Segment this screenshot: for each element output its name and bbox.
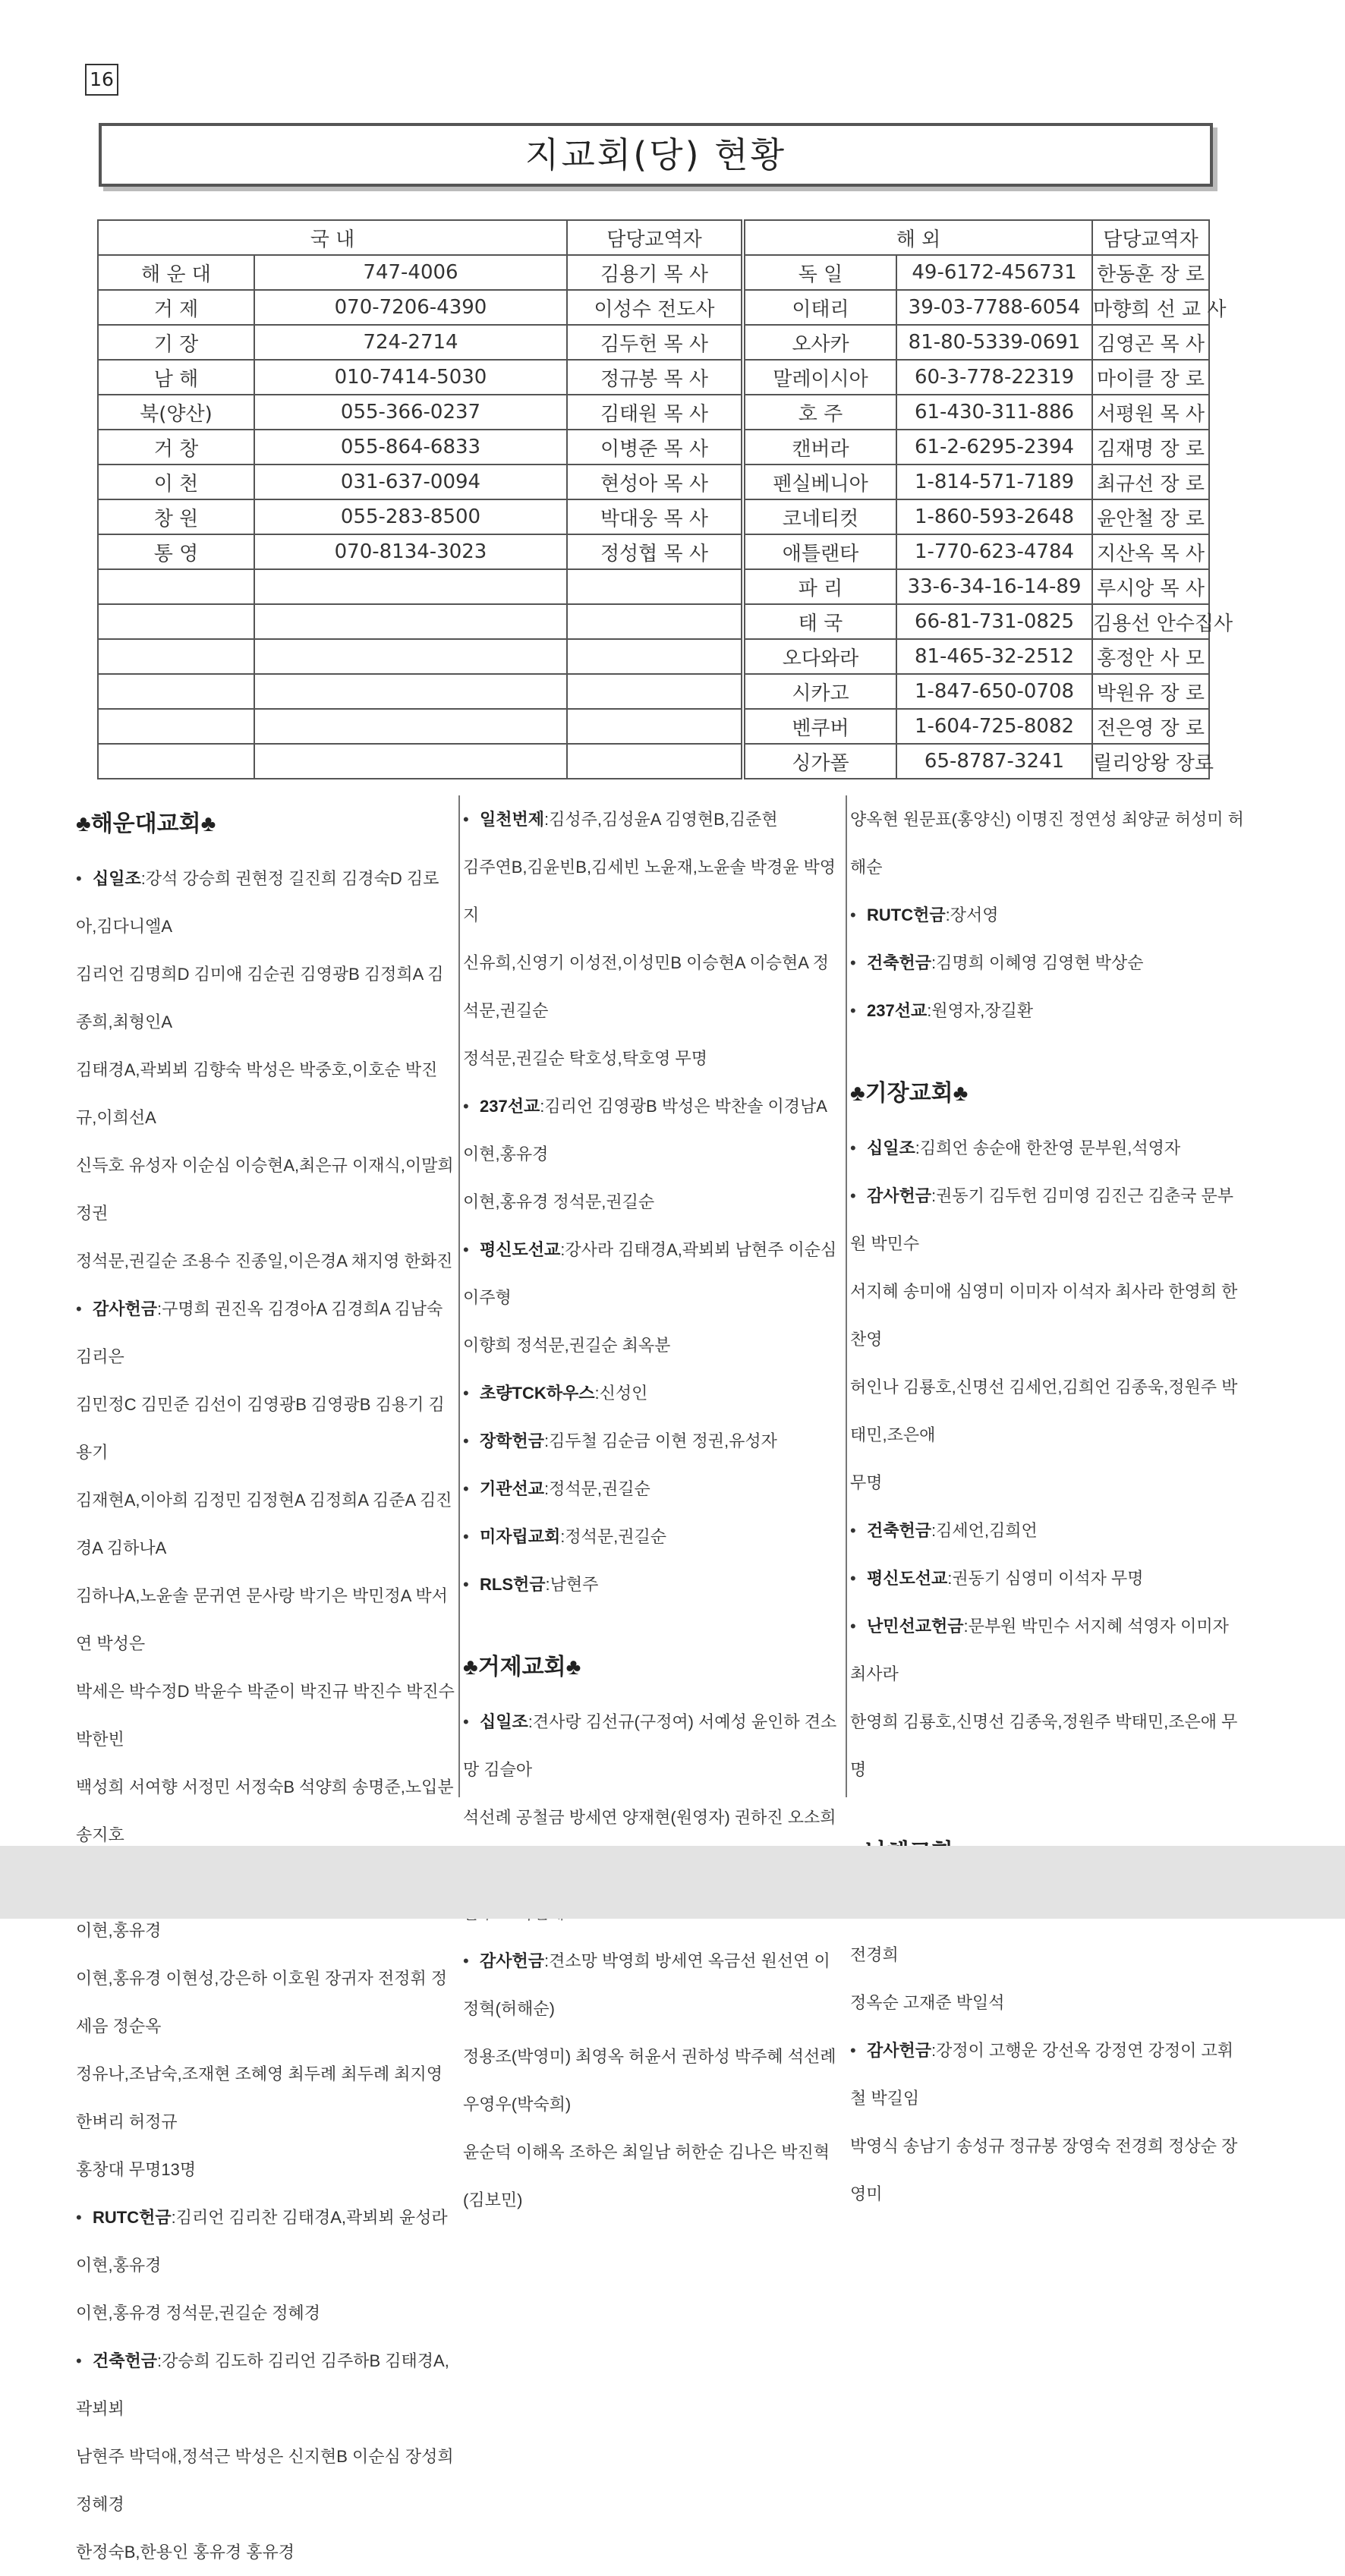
table-header-row (98, 220, 1209, 255)
domestic-phone-cell: 055-283-8500 (254, 499, 567, 534)
offering-section: • 난민선교헌금:문부원 박민수 서지혜 석영자 이미자 최사라 한영희 김룡호,신명선 김종욱,정원주 박태민,조은애 무명 (850, 1602, 1245, 1793)
offering-label: 십일조 (93, 869, 141, 888)
offering-line: 정용조(박영미) 최영옥 허윤서 권하성 박주혜 석선례 우영우(박숙희) (463, 2047, 836, 2114)
table-row (98, 395, 1209, 430)
offering-label: RUTC헌금 (93, 2208, 172, 2227)
overseas-pastor-cell: 전은영 장 로 (1092, 709, 1209, 744)
header-pastor-overseas: 담당교역자 (1092, 220, 1209, 255)
overseas-pastor-cell: 서평원 목 사 (1092, 395, 1209, 430)
offering-line: 김두철 김순금 이현 정권,유성자 (549, 1431, 777, 1450)
offering-line: 이현,홍유경 정석문,권길순 정혜경 (76, 2304, 320, 2322)
offering-section: • 건축헌금:김명희 이혜영 김영현 박상순 (850, 953, 1144, 972)
offering-section: • 감사헌금:구명희 권진옥 김경아A 김경희A 김남숙 김리은 김민정C 김민준 김선이 김영광B 김영광B 김용기 김용기 김재현A,이아희 김정민 김정현A 김정희A 김준A 김진경A 김하나A 김하나A,노윤솔 문귀연 문사랑 박기은 박민정A 박서연 박성은 박세은 박수정D 박윤수 박준이 박진규 박진수 박진수 박한빈 백성희 서여향 서정민 서정숙B 석양희 송명준,노입분 송지호 이현,홍유경 이현,홍유경 이현성,강은하 이호원 장귀자 전정휘 정세음 정순옥 정유나,조남숙,조재현 조혜영 최두례 최두례 최지영 한벼리 허정규 홍창대 무명13명 (76, 1285, 455, 2193)
table-row (98, 360, 1209, 395)
offering-line: 정유나,조남숙,조재현 조혜영 최두례 최두례 최지영 한벼리 허정규 (76, 2064, 443, 2131)
domestic-region-cell (98, 744, 254, 779)
overseas-phone-cell: 33-6-34-16-14-89 (896, 569, 1092, 604)
overseas-phone-cell: 60-3-778-22319 (896, 360, 1092, 395)
offering-line: 석선례 공철금 방세연 양재현(원영자) 권하진 오소희 (463, 1808, 836, 1827)
offering-line: 김세언,김희언 (936, 1521, 1038, 1540)
offering-section: • 기관선교:정석문,권길순 (463, 1479, 650, 1498)
offering-section: • 237선교:원영자,장길환 (850, 1001, 1033, 1020)
overseas-region-cell: 이태리 (743, 290, 896, 325)
offering-section: • RLS헌금:남현주 (463, 1575, 599, 1594)
overseas-region-cell: 독 일 (743, 255, 896, 290)
offering-line: 김명희 이혜영 김영현 박상순 (936, 953, 1144, 972)
domestic-region-cell (98, 709, 254, 744)
offering-line: 김리언 김명희D 김미애 김순권 김영광B 김정희A 김종희,최형인A (76, 965, 444, 1031)
domestic-pastor-cell: 박대웅 목 사 (567, 499, 743, 534)
offering-label: 237선교 (867, 1001, 928, 1020)
offering-label: RLS헌금 (480, 1575, 546, 1594)
overseas-pastor-cell: 김재명 장 로 (1092, 430, 1209, 464)
domestic-region-cell: 기 장 (98, 325, 254, 360)
domestic-phone-cell: 070-7206-4390 (254, 290, 567, 325)
overseas-region-cell: 애틀랜타 (743, 534, 896, 569)
domestic-region-cell (98, 569, 254, 604)
offering-line: 한정숙B,한용인 홍유경 홍유경 (76, 2543, 295, 2562)
header-overseas: 해 외 (743, 220, 1092, 255)
overseas-pastor-cell: 홍정안 사 모 (1092, 639, 1209, 674)
domestic-pastor-cell (567, 569, 743, 604)
table-row (98, 744, 1209, 779)
overseas-pastor-cell: 마이클 장 로 (1092, 360, 1209, 395)
overseas-pastor-cell: 김영곤 목 사 (1092, 325, 1209, 360)
offering-line: 견소망 박영희 방세연 옥금선 원선연 이정혁(허해순) (463, 1951, 830, 2018)
overseas-region-cell: 펜실베니아 (743, 464, 896, 499)
header-pastor-domestic: 담당교역자 (567, 220, 743, 255)
offering-line: 신성인 (599, 1384, 648, 1403)
offering-section: • 건축헌금:김세언,김희언 (850, 1521, 1038, 1540)
offering-line: 정옥순 고재준 박일석 (850, 1993, 1005, 2012)
offering-line: 정석문,권길순 (549, 1479, 650, 1498)
offering-line: 강석 강승희 권현정 길진희 김경숙D 김로아,김다니엘A (76, 869, 439, 936)
table-row (98, 430, 1209, 464)
overseas-phone-cell: 65-8787-3241 (896, 744, 1092, 779)
offering-section (850, 795, 1245, 891)
overseas-region-cell: 파 리 (743, 569, 896, 604)
offering-line: 정석문,권길순 탁호성,탁호영 무명 (463, 1049, 707, 1068)
offering-line: 남현주 (550, 1575, 599, 1594)
offering-line: 권동기 김두헌 김미영 김진근 김춘국 문부원 박민수 (850, 1186, 1233, 1253)
overseas-phone-cell: 49-6172-456731 (896, 255, 1092, 290)
overseas-pastor-cell: 최규선 장 로 (1092, 464, 1209, 499)
offering-label: 십일조 (480, 1712, 528, 1731)
overseas-phone-cell: 1-604-725-8082 (896, 709, 1092, 744)
column-1 (76, 795, 455, 2576)
offering-line: 김태경A,곽뵈뵈 김향숙 박성은 박중호,이호순 박진규,이희선A (76, 1060, 438, 1127)
offering-section: • 평신도선교:강사라 김태경A,곽뵈뵈 남현주 이순심 이주형 이향희 정석문,권길순 최옥분 (463, 1226, 843, 1369)
domestic-pastor-cell (567, 744, 743, 779)
table-row (98, 674, 1209, 709)
offering-line: 남현주 박덕애,정석근 박성은 신지현B 이순심 장성희 정혜경 (76, 2447, 454, 2514)
overseas-phone-cell: 1-847-650-0708 (896, 674, 1092, 709)
domestic-pastor-cell (567, 709, 743, 744)
table-row (98, 255, 1209, 290)
domestic-region-cell (98, 639, 254, 674)
domestic-pastor-cell: 김용기 목 사 (567, 255, 743, 290)
domestic-phone-cell: 070-8134-3023 (254, 534, 567, 569)
offering-line: 이향희 정석문,권길순 최옥분 (463, 1336, 671, 1355)
domestic-pastor-cell (567, 674, 743, 709)
domestic-pastor-cell: 이병준 목 사 (567, 430, 743, 464)
domestic-phone-cell: 031-637-0094 (254, 464, 567, 499)
table-row (98, 709, 1209, 744)
domestic-phone-cell (254, 604, 567, 639)
overseas-pastor-cell: 마향희 선 교 사 (1092, 290, 1209, 325)
overseas-phone-cell: 1-860-593-2648 (896, 499, 1092, 534)
domestic-pastor-cell (567, 604, 743, 639)
offering-label: 감사헌금 (867, 2041, 932, 2060)
column-3 (850, 795, 1245, 2218)
table-row (98, 325, 1209, 360)
offering-label: 일천번제 (480, 810, 545, 829)
offering-section: • 감사헌금:견소망 박영희 방세연 옥금선 원선연 이정혁(허해순) 정용조(박영미) 최영옥 허윤서 권하성 박주혜 석선례 우영우(박숙희) 윤순덕 이해옥 조하은 최일남 허한순 김나은 박진혁(김보민) (463, 1937, 843, 2224)
overseas-pastor-cell: 윤안철 장 로 (1092, 499, 1209, 534)
offering-section: • 초량TCK하우스:신성인 (463, 1384, 648, 1403)
domestic-phone-cell: 055-864-6833 (254, 430, 567, 464)
offering-line: 김재현A,이아희 김정민 김정현A 김정희A 김준A 김진경A 김하나A (76, 1491, 452, 1557)
overseas-region-cell: 코네티컷 (743, 499, 896, 534)
table-row (98, 534, 1209, 569)
page-title: 지교회(당) 현황 (99, 123, 1213, 187)
domestic-region-cell: 통 영 (98, 534, 254, 569)
offering-line: 김민정C 김민준 김선이 김영광B 김영광B 김용기 김용기 (76, 1395, 445, 1462)
overseas-phone-cell: 66-81-731-0825 (896, 604, 1092, 639)
overseas-phone-cell: 81-465-32-2512 (896, 639, 1092, 674)
domestic-phone-cell: 724-2714 (254, 325, 567, 360)
domestic-phone-cell (254, 569, 567, 604)
offering-section: • 미자립교회:정석문,권길순 (463, 1527, 667, 1546)
column-divider (458, 795, 460, 1797)
offering-line: 구명희 권진옥 김경아A 김경희A 김남숙 김리은 (76, 1299, 443, 1366)
offering-label: 건축헌금 (867, 1521, 932, 1540)
offering-section: • RUTC헌금:김리언 김리찬 김태경A,곽뵈뵈 윤성라 이현,홍유경 이현,홍유경 정석문,권길순 정혜경 (76, 2193, 455, 2337)
footer-band (0, 1846, 1345, 1919)
overseas-pastor-cell: 박원유 장 로 (1092, 674, 1209, 709)
domestic-region-cell: 남 해 (98, 360, 254, 395)
header-domestic: 국 내 (98, 220, 567, 255)
overseas-pastor-cell: 릴리앙왕 장로 (1092, 744, 1209, 779)
offering-line: 김성주,김성윤A 김영현B,김준현 (549, 810, 778, 829)
domestic-region-cell: 해 운 대 (98, 255, 254, 290)
offering-line: 김리언 김리찬 김태경A,곽뵈뵈 윤성라 이현,홍유경 (76, 2208, 448, 2275)
offering-line: 강승희 김도하 김리언 김주하B 김태경A,곽뵈뵈 (76, 2351, 449, 2418)
domestic-pastor-cell: 김두헌 목 사 (567, 325, 743, 360)
table-body (98, 255, 1233, 779)
church-heading-haeundae: ♣해운대교회♣ (76, 811, 216, 836)
domestic-pastor-cell: 김태원 목 사 (567, 395, 743, 430)
offering-line: 김하나A,노윤솔 문귀연 문사랑 박기은 박민정A 박서연 박성은 (76, 1586, 448, 1653)
offering-line: 박세은 박수정D 박윤수 박준이 박진규 박진수 박진수 박한빈 (76, 1682, 455, 1749)
offering-section: • 건축헌금:강승희 김도하 김리언 김주하B 김태경A,곽뵈뵈 남현주 박덕애,정석근 박성은 신지현B 이순심 장성희 정혜경 한정숙B,한용인 홍유경 홍유경 (76, 2337, 455, 2576)
offering-line: 장서영 (950, 905, 999, 924)
overseas-phone-cell: 1-770-623-4784 (896, 534, 1092, 569)
offering-line: 백성희 서여향 서정민 서정숙B 석양희 송명준,노입분 송지호 (76, 1778, 454, 1844)
table-row (98, 290, 1209, 325)
overseas-region-cell: 벤쿠버 (743, 709, 896, 744)
offering-section: • 십일조:견사랑 김선규(구정여) 서예성 윤인하 견소망 김슬아 석선례 공철금 방세연 양재현(원영자) 권하진 오소희 (463, 1698, 843, 1937)
offering-label: 237선교 (480, 1097, 540, 1116)
table-row (98, 639, 1209, 674)
overseas-region-cell: 캔버라 (743, 430, 896, 464)
offering-line: 허인나 김룡호,신명선 김세언,김희언 김종욱,정원주 박태민,조은애 (850, 1378, 1238, 1444)
overseas-phone-cell: 61-2-6295-2394 (896, 430, 1092, 464)
offering-section: • 평신도선교:권동기 심영미 이석자 무명 (850, 1569, 1144, 1588)
offering-line: 김주연B,김윤빈B,김세빈 노윤재,노윤솔 박경윤 박영지 (463, 858, 836, 924)
domestic-region-cell (98, 604, 254, 639)
offering-line: 김리언 김영광B 박성은 박찬솔 이경남A 이현,홍유경 (463, 1097, 827, 1164)
offering-line: 무명 (850, 1473, 883, 1492)
offering-label: 건축헌금 (93, 2351, 158, 2370)
column-divider (846, 795, 847, 1797)
offering-line: 이현,홍유경 이현성,강은하 이호원 장귀자 전정휘 정세음 정순옥 (76, 1969, 448, 2036)
domestic-phone-cell (254, 744, 567, 779)
overseas-pastor-cell: 지산옥 목 사 (1092, 534, 1209, 569)
offering-line: 원영자,장길환 (931, 1001, 1033, 1020)
domestic-phone-cell (254, 639, 567, 674)
domestic-pastor-cell (567, 639, 743, 674)
overseas-region-cell: 싱가폴 (743, 744, 896, 779)
overseas-phone-cell: 1-814-571-7189 (896, 464, 1092, 499)
offering-section: • 일천번제:김성주,김성윤A 김영현B,김준현 김주연B,김윤빈B,김세빈 노윤재,노윤솔 박경윤 박영지 신유희,신영기 이성전,이성민B 이승현A 이승현A 정석문,권길순 정석문,권길순 탁호성,탁호영 무명 (463, 795, 843, 1082)
offering-line: 문부원 박민수 서지혜 석영자 이미자 최사라 (850, 1617, 1229, 1683)
church-heading-geoje: ♣거제교회♣ (463, 1655, 581, 1680)
offering-line: 서지혜 송미애 심영미 이미자 이석자 최사라 한영희 한찬영 (850, 1282, 1238, 1349)
domestic-region-cell: 이 천 (98, 464, 254, 499)
offering-section: • 237선교:김리언 김영광B 박성은 박찬솔 이경남A 이현,홍유경 이현,홍유경 정석문,권길순 (463, 1082, 843, 1226)
table-row (98, 464, 1209, 499)
page-number: 16 (85, 64, 118, 96)
offering-label: 난민선교헌금 (867, 1617, 964, 1636)
overseas-region-cell: 오다와라 (743, 639, 896, 674)
domestic-region-cell: 창 원 (98, 499, 254, 534)
offering-section: • 장학헌금:김두철 김순금 이현 정권,유성자 (463, 1431, 777, 1450)
overseas-pastor-cell: 김용선 안수집사 (1092, 604, 1209, 639)
overseas-region-cell: 호 주 (743, 395, 896, 430)
domestic-phone-cell (254, 674, 567, 709)
offering-section: • 십일조:강석 강승희 권현정 길진희 김경숙D 김로아,김다니엘A 김리언 김명희D 김미애 김순권 김영광B 김정희A 김종희,최형인A 김태경A,곽뵈뵈 김향숙 박성은 박중호,이호순 박진규,이희선A 신득호 유성자 이순심 이승현A,최은규 이재식,이말희 정권 정석문,권길순 조용수 진종일,이은경A 채지영 한화진 (76, 855, 455, 1285)
offering-line: 강사라 김태경A,곽뵈뵈 남현주 이순심 이주형 (463, 1240, 837, 1307)
offering-section: • RUTC헌금:장서영 (850, 905, 999, 924)
offering-section: • 감사헌금:권동기 김두헌 김미영 김진근 김춘국 문부원 박민수 서지혜 송미애 심영미 이미자 이석자 최사라 한영희 한찬영 허인나 김룡호,신명선 김세언,김희언 김종욱,정원주 박태민,조은애 무명 (850, 1172, 1245, 1507)
domestic-pastor-cell: 현성아 목 사 (567, 464, 743, 499)
overseas-phone-cell: 39-03-7788-6054 (896, 290, 1092, 325)
offering-line: 전경희 (850, 1945, 899, 1964)
domestic-phone-cell: 010-7414-5030 (254, 360, 567, 395)
overseas-pastor-cell: 루시앙 목 사 (1092, 569, 1209, 604)
domestic-region-cell (98, 674, 254, 709)
offering-line: 윤순덕 이해옥 조하은 최일남 허한순 김나은 박진혁(김보민) (463, 2143, 830, 2209)
church-heading-gijang: ♣기장교회♣ (850, 1081, 969, 1106)
offering-label: 미자립교회 (480, 1527, 561, 1546)
offering-line: 강정이 고행운 강선옥 강정연 강정이 고휘철 박길임 (850, 2041, 1233, 2108)
offering-line: 신득호 유성자 이순심 이승현A,최은규 이재식,이말희 정권 (76, 1156, 454, 1223)
domestic-phone-cell (254, 709, 567, 744)
table-row (98, 604, 1209, 639)
column-2 (463, 795, 843, 2224)
offering-line: 홍창대 무명13명 (76, 2160, 197, 2179)
offering-label: 감사헌금 (93, 1299, 158, 1318)
offering-line: 양옥현 원문표(홍양신) 이명진 정연성 최양균 허성미 허해순 (850, 810, 1244, 877)
domestic-pastor-cell: 정성협 목 사 (567, 534, 743, 569)
offering-label: 감사헌금 (867, 1186, 932, 1205)
domestic-pastor-cell: 정규봉 목 사 (567, 360, 743, 395)
offering-line: 이현,홍유경 정석문,권길순 (463, 1192, 655, 1211)
offering-section: • 감사헌금:강정이 고행운 강선옥 강정연 강정이 고휘철 박길임 박영식 송남기 송성규 정규봉 장영숙 전경희 정상순 장영미 (850, 2026, 1245, 2218)
offering-label: 기관선교 (480, 1479, 545, 1498)
offering-line: 박영식 송남기 송성규 정규봉 장영숙 전경희 정상순 장영미 (850, 2137, 1238, 2203)
offering-line: 견사랑 김선규(구정여) 서예성 윤인하 견소망 김슬아 (463, 1712, 837, 1779)
offering-line: 정석문,권길순 (565, 1527, 667, 1546)
offering-line: 신유희,신영기 이성전,이성민B 이승현A 이승현A 정석문,권길순 (463, 953, 830, 1020)
overseas-region-cell: 말레이시아 (743, 360, 896, 395)
offering-label: 건축헌금 (867, 953, 932, 972)
domestic-region-cell: 거 제 (98, 290, 254, 325)
offering-label: RUTC헌금 (867, 905, 946, 924)
overseas-region-cell: 오사카 (743, 325, 896, 360)
domestic-pastor-cell: 이성수 전도사 (567, 290, 743, 325)
domestic-phone-cell: 747-4006 (254, 255, 567, 290)
offering-label: 평신도선교 (867, 1569, 948, 1588)
offering-section: • 십일조:김희언 송순애 한찬영 문부원,석영자 (850, 1138, 1181, 1157)
overseas-region-cell: 태 국 (743, 604, 896, 639)
offering-line: 권동기 심영미 이석자 무명 (952, 1569, 1144, 1588)
offering-label: 초량TCK하우스 (480, 1384, 595, 1403)
offering-label: 십일조 (867, 1138, 915, 1157)
offering-label: 장학헌금 (480, 1431, 545, 1450)
domestic-phone-cell: 055-366-0237 (254, 395, 567, 430)
offering-label: 감사헌금 (480, 1951, 545, 1970)
offering-label: 평신도선교 (480, 1240, 561, 1259)
offering-line: 이현,홍유경 (76, 1921, 162, 1940)
offering-line: 정석문,권길순 조용수 진종일,이은경A 채지영 한화진 (76, 1252, 453, 1271)
overseas-phone-cell: 81-80-5339-0691 (896, 325, 1092, 360)
offering-line: 한영희 김룡호,신명선 김종욱,정원주 박태민,조은애 무명 (850, 1712, 1238, 1779)
overseas-phone-cell: 61-430-311-886 (896, 395, 1092, 430)
overseas-pastor-cell: 한동훈 장 로 (1092, 255, 1209, 290)
branch-directory-table (97, 219, 1233, 779)
overseas-region-cell: 시카고 (743, 674, 896, 709)
domestic-region-cell: 거 창 (98, 430, 254, 464)
domestic-region-cell: 북(양산) (98, 395, 254, 430)
offering-line: 김희언 송순애 한찬영 문부원,석영자 (919, 1138, 1181, 1157)
table-row (98, 569, 1209, 604)
table-row (98, 499, 1209, 534)
